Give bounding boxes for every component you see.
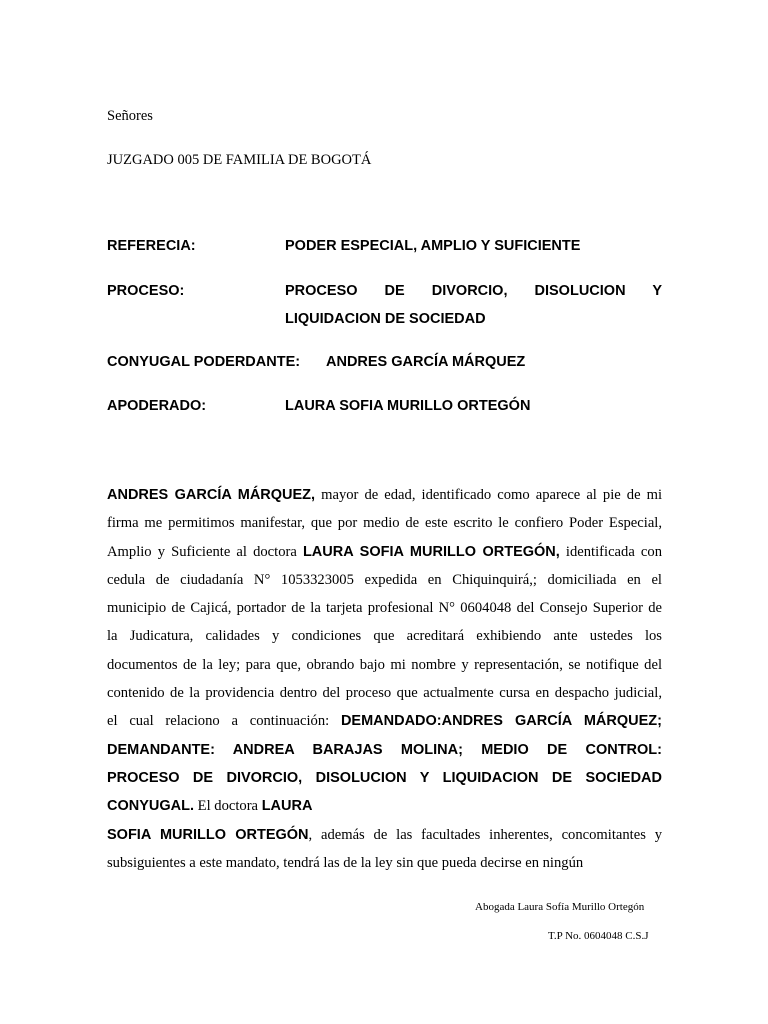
body-line: municipio de Cajicá, portador de la tarjeta profesional N° 0604048 del Consejo Superior de <box>107 600 662 617</box>
reference-label: REFERECIA: <box>107 238 196 254</box>
body-line: PROCESO DE DIVORCIO, DISOLUCION Y LIQUIDACION DE SOCIEDAD <box>107 769 662 786</box>
attorney-label: APODERADO: <box>107 398 207 414</box>
body-line: el cual relaciono a continuación: DEMANDADO:ANDRES GARCÍA MÁRQUEZ; <box>107 713 662 730</box>
body-line: Amplio y Suficiente al doctora LAURA SOFIA MURILLO ORTEGÓN, identificada con <box>107 543 662 560</box>
grantor-label: CONYUGAL PODERDANTE: <box>107 354 301 370</box>
body-line: SOFIA MURILLO ORTEGÓN, además de las facultades inherentes, concomitantes y <box>107 826 662 843</box>
body-line: contenido de la providencia dentro del proceso que actualmente cursa en despacho judicial, <box>107 685 662 702</box>
reference-value: PODER ESPECIAL, AMPLIO Y SUFICIENTE <box>285 238 581 254</box>
grantor-value: ANDRES GARCÍA MÁRQUEZ <box>326 354 526 370</box>
body-line: ANDRES GARCÍA MÁRQUEZ, mayor de edad, identificado como aparece al pie de mi <box>107 487 662 503</box>
body-line: documentos de la ley; para que, obrando bajo mi nombre y representación, se notifique del <box>107 656 662 673</box>
process-value-line2: LIQUIDACION DE SOCIEDAD <box>285 311 486 327</box>
process-row <box>107 283 662 343</box>
signature-name: Abogada Laura Sofía Murillo Ortegón <box>475 901 645 913</box>
attorney-value: LAURA SOFIA MURILLO ORTEGÓN <box>285 398 531 414</box>
body-line: la Judicatura, calidades y condiciones que acreditará exhibiendo ante ustedes los <box>107 628 662 645</box>
body-line: CONYUGAL. El doctora LAURA <box>107 798 313 815</box>
body-line: subsiguientes a este mandato, tendrá las de la ley sin que pueda decirse en ningún <box>107 854 584 871</box>
body-line: DEMANDANTE: ANDREA BARAJAS MOLINA; MEDIO DE CONTROL: <box>107 741 662 758</box>
process-value-line1: PROCESO DE DIVORCIO, DISOLUCION Y <box>285 283 662 299</box>
body-paragraph <box>107 481 662 877</box>
court-name: JUZGADO 005 DE FAMILIA DE BOGOTÁ <box>107 152 372 168</box>
salutation: Señores <box>107 108 153 124</box>
professional-card-number: T.P No. 0604048 C.S.J <box>548 930 649 942</box>
process-label: PROCESO: <box>107 283 185 299</box>
body-line: cedula de ciudadanía N° 1053323005 expedida en Chiquinquirá,; domiciliada en el <box>107 571 662 588</box>
body-line: firma me permitimos manifestar, que por medio de este escrito le confiero Poder Especial, <box>107 515 662 532</box>
